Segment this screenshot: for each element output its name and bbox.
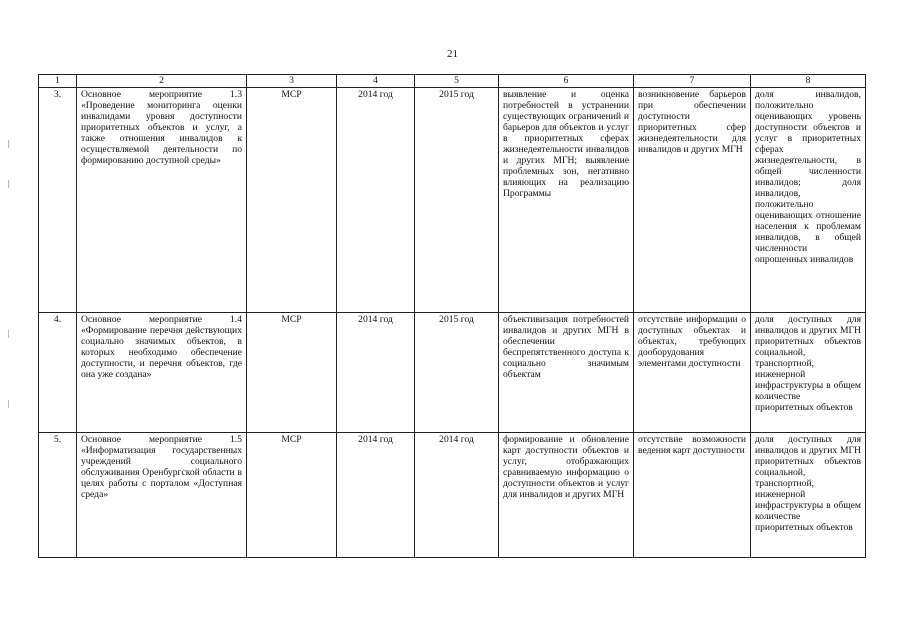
non-implementation-consequence: отсутствие информации о доступных объектах и объектах, требующих дооборудования элементами доступности [634, 313, 751, 433]
non-implementation-consequence: отсутствие возможности ведения карт доступности [634, 433, 751, 558]
row-number: 4. [39, 313, 77, 433]
page-number: 21 [447, 48, 458, 60]
table-row [39, 88, 866, 313]
table-row [39, 433, 866, 558]
start-year: 2014 год [337, 313, 415, 433]
table-header-row [39, 75, 866, 88]
executor: МСР [247, 433, 337, 558]
start-year: 2014 год [337, 433, 415, 558]
column-header: 4 [337, 75, 415, 88]
program-measures-table [38, 74, 866, 558]
column-header: 7 [634, 75, 751, 88]
column-header: 2 [77, 75, 247, 88]
event-description: Основное мероприятие 1.5 «Информатизация государственных учреждений социального обслуживания Оренбургской области в целях работы с порталом «Доступная среда» [77, 433, 247, 558]
margin-mark [8, 400, 9, 408]
indicator-link: доля доступных для инвалидов и других МГН приоритетных объектов социальной, транспортной, инженерной инфраструктуры в общем количестве приоритетных объектов [751, 313, 866, 433]
column-header: 8 [751, 75, 866, 88]
end-year: 2015 год [415, 88, 499, 313]
event-description: Основное мероприятие 1.4 «Формирование перечня действующих социально значимых объектов, в которых необходимо обеспечение доступности, и перечня объектов, где она уже создана» [77, 313, 247, 433]
margin-mark [8, 140, 9, 148]
non-implementation-consequence: возникновение барьеров при обеспечении доступности приоритетных сфер жизнедеятельности для инвалидов и других МГН [634, 88, 751, 313]
indicator-link: доля доступных для инвалидов и других МГН приоритетных объектов социальной, транспортной, инженерной инфраструктуры в общем количестве приоритетных объектов [751, 433, 866, 558]
margin-mark [8, 330, 9, 338]
end-year: 2015 год [415, 313, 499, 433]
row-number: 5. [39, 433, 77, 558]
executor: МСР [247, 88, 337, 313]
expected-result: объективизация потребностей инвалидов и других МГН в обеспечении беспрепятственного доступа к социально значимым объектам [499, 313, 634, 433]
column-header: 3 [247, 75, 337, 88]
event-description: Основное мероприятие 1.3 «Проведение мониторинга оценки инвалидами уровня доступности приоритетных объектов и услуг, а также отношения инвалидов к осуществляемой деятельности по формированию доступной среды» [77, 88, 247, 313]
table-row [39, 313, 866, 433]
expected-result: формирование и обновление карт доступности объектов и услуг, отображающих сравниваемую информацию о доступности объектов и услуг для инвалидов и других МГН [499, 433, 634, 558]
end-year: 2014 год [415, 433, 499, 558]
start-year: 2014 год [337, 88, 415, 313]
indicator-link: доля инвалидов, положительно оценивающих уровень доступности объектов и услуг в приоритетных сферах жизнедеятельности, в общей численности инвалидов; доля инвалидов, положительно оценивающих отношение населения к проблемам инвалидов, в общей численности опрошенных инвалидов [751, 88, 866, 313]
margin-mark [8, 180, 9, 188]
column-header: 5 [415, 75, 499, 88]
column-header: 6 [499, 75, 634, 88]
executor: МСР [247, 313, 337, 433]
expected-result: выявление и оценка потребностей в устранении существующих ограничений и барьеров для объектов и услуг в приоритетных сферах жизнедеятельности инвалидов и других МГН; выявление проблемных зон, негативно влияющих на реализацию Программы [499, 88, 634, 313]
column-header: 1 [39, 75, 77, 88]
row-number: 3. [39, 88, 77, 313]
